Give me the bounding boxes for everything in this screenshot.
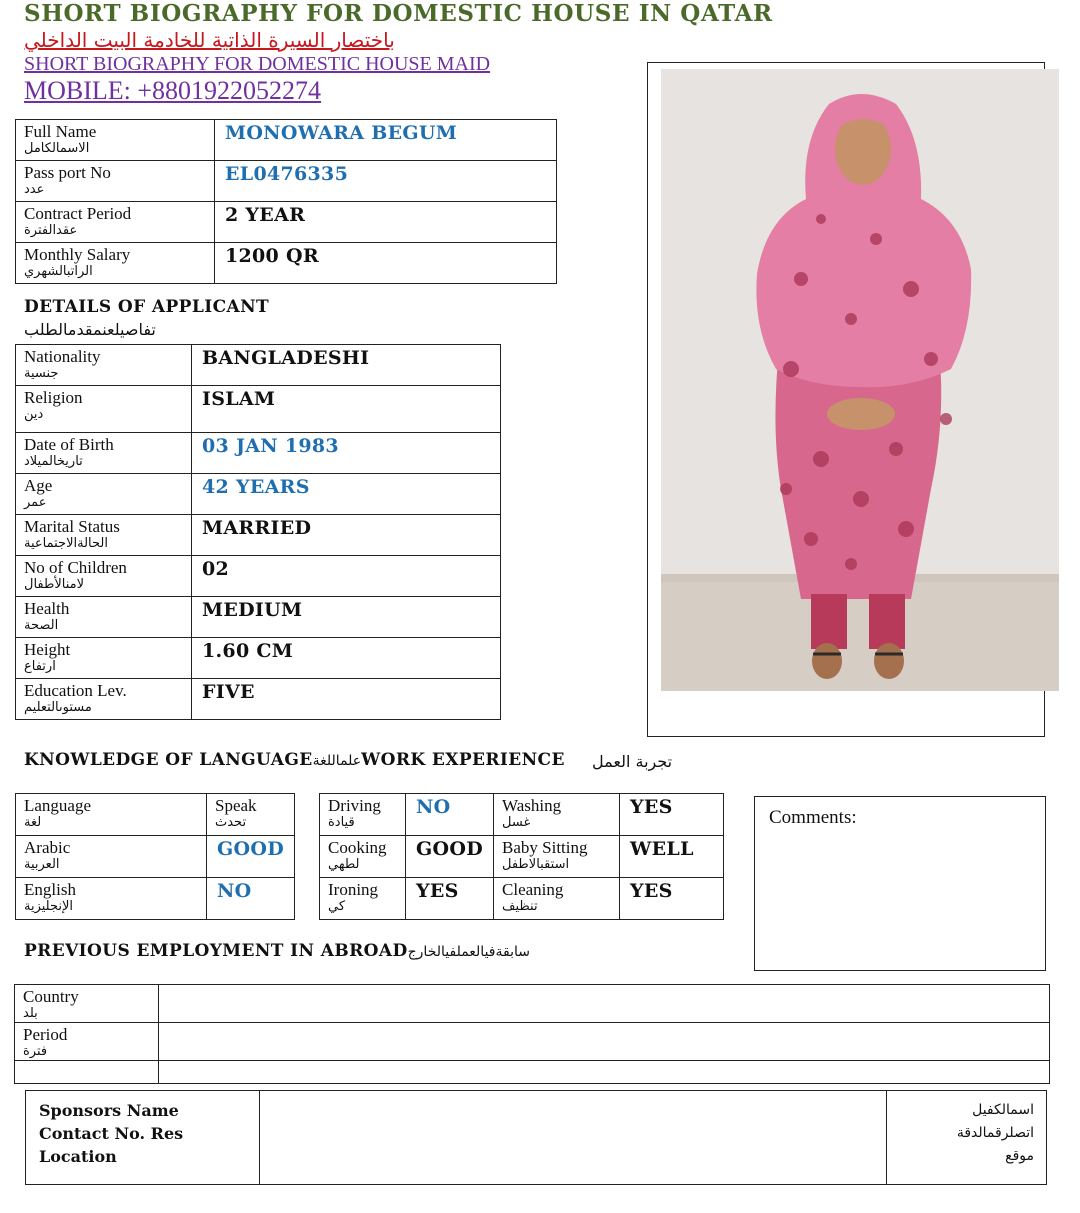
sponsor-field-label: Sponsors Name bbox=[39, 1101, 179, 1120]
previous-row-empty bbox=[15, 1061, 1050, 1084]
summary-value-cell bbox=[215, 120, 557, 161]
field-value: GOOD bbox=[416, 838, 484, 860]
work-label-cell bbox=[320, 878, 406, 920]
field-label-arabic: الاسمالكامل bbox=[24, 141, 90, 156]
details-label-cell bbox=[16, 345, 192, 386]
sponsor-labels bbox=[26, 1091, 260, 1185]
previous-heading-arabic: سابقةفيالعملفيالخارج bbox=[407, 944, 530, 960]
sponsor-field-label-arabic: موقع bbox=[1005, 1148, 1034, 1164]
field-label-arabic: بلد bbox=[23, 1006, 38, 1021]
field-label: Cleaning bbox=[502, 880, 564, 899]
field-value: BANGLADESHI bbox=[202, 347, 370, 369]
field-label: Country bbox=[23, 987, 79, 1006]
field-label: Speak bbox=[214, 796, 257, 815]
field-value: 03 JAN 1983 bbox=[202, 435, 339, 457]
language-header-row bbox=[16, 794, 295, 836]
field-value: NO bbox=[216, 880, 252, 902]
details-row bbox=[16, 638, 501, 679]
field-label: Date of Birth bbox=[24, 435, 114, 454]
work-label-cell bbox=[494, 794, 620, 836]
field-value: 1200 QR bbox=[225, 245, 319, 267]
details-row bbox=[16, 556, 501, 597]
summary-label-cell bbox=[16, 120, 215, 161]
previous-row bbox=[15, 1023, 1050, 1061]
work-value-cell bbox=[620, 836, 724, 878]
language-value-cell bbox=[206, 836, 294, 878]
previous-empty-cell bbox=[159, 1061, 1050, 1084]
language-heading-arabic: علماللغة bbox=[312, 753, 362, 769]
field-label: Cooking bbox=[328, 838, 387, 857]
field-value: MONOWARA BEGUM bbox=[225, 122, 458, 144]
previous-empty-cell bbox=[15, 1061, 159, 1084]
field-label-arabic: تاريخالميلاد bbox=[24, 454, 83, 469]
previous-value-cell bbox=[159, 1023, 1050, 1061]
field-label-arabic: قيادة bbox=[328, 815, 355, 830]
summary-label-cell bbox=[16, 161, 215, 202]
work-heading-text: WORK EXPERIENCE bbox=[361, 750, 565, 770]
work-value-cell bbox=[620, 794, 724, 836]
details-value-cell bbox=[192, 679, 501, 720]
language-heading-text: KNOWLEDGE OF LANGUAGE bbox=[24, 750, 313, 770]
details-label-cell bbox=[16, 679, 192, 720]
summary-row bbox=[16, 120, 557, 161]
field-label: Health bbox=[24, 599, 70, 618]
details-value-cell bbox=[192, 515, 501, 556]
work-row bbox=[320, 794, 724, 836]
field-value: 1.60 CM bbox=[202, 640, 294, 662]
language-value-cell bbox=[206, 878, 294, 920]
previous-label-cell bbox=[15, 985, 159, 1023]
previous-value-cell bbox=[159, 985, 1050, 1023]
summary-value-cell bbox=[215, 161, 557, 202]
details-row bbox=[16, 345, 501, 386]
field-label: Height bbox=[24, 640, 71, 659]
summary-table bbox=[15, 119, 557, 284]
field-label: English bbox=[24, 880, 76, 899]
comments-label: Comments: bbox=[769, 807, 857, 828]
details-heading-arabic: تفاصيلعنمقدمالطلب bbox=[24, 320, 156, 339]
details-row bbox=[16, 597, 501, 638]
details-value-cell bbox=[192, 597, 501, 638]
work-label-cell bbox=[320, 836, 406, 878]
details-value-cell bbox=[192, 386, 501, 433]
previous-employment-table bbox=[14, 984, 1050, 1084]
field-label-arabic: العربية bbox=[24, 857, 60, 872]
field-label-arabic: غسل bbox=[502, 815, 531, 830]
field-label-arabic: تنظيف bbox=[502, 899, 538, 914]
details-row bbox=[16, 474, 501, 515]
field-label-arabic: استقبالاطفل bbox=[502, 857, 570, 872]
field-label: Religion bbox=[24, 388, 83, 407]
page-title-arabic: باختصار السيرة الذاتية للخادمة البيت الداخلي bbox=[24, 28, 395, 52]
language-heading bbox=[24, 750, 565, 770]
field-label: Driving bbox=[328, 796, 381, 815]
field-label-arabic: لطهي bbox=[328, 857, 360, 872]
field-label: Age bbox=[24, 476, 53, 495]
previous-row bbox=[15, 985, 1050, 1023]
field-label: Monthly Salary bbox=[24, 245, 131, 264]
field-label-arabic: دين bbox=[24, 407, 44, 422]
details-label-cell bbox=[16, 433, 192, 474]
previous-label-cell bbox=[15, 1023, 159, 1061]
sponsor-values bbox=[260, 1091, 887, 1185]
field-label-arabic: جنسية bbox=[24, 366, 59, 381]
sponsor-field-label: Contact No. Res bbox=[39, 1124, 184, 1143]
details-value-cell bbox=[192, 474, 501, 515]
field-label-arabic: الحالةالاجتماعية bbox=[24, 536, 108, 551]
details-heading: DETAILS OF APPLICANT bbox=[24, 297, 270, 317]
person-photo bbox=[661, 69, 1059, 691]
details-value-cell bbox=[192, 345, 501, 386]
field-label: Full Name bbox=[24, 122, 97, 141]
field-value: EL0476335 bbox=[225, 163, 349, 185]
work-value-cell bbox=[620, 878, 724, 920]
work-experience-table bbox=[319, 793, 724, 920]
field-label-arabic: لغة bbox=[24, 815, 42, 830]
work-label-cell bbox=[320, 794, 406, 836]
summary-value-cell bbox=[215, 243, 557, 284]
sponsor-arabic-labels bbox=[887, 1091, 1047, 1185]
details-row bbox=[16, 433, 501, 474]
page-title: SHORT BIOGRAPHY FOR DOMESTIC HOUSE IN QATAR bbox=[24, 0, 773, 27]
field-value: WELL bbox=[630, 838, 694, 860]
field-label-arabic: الإنجليزية bbox=[24, 899, 74, 914]
field-label: Ironing bbox=[328, 880, 379, 899]
sponsor-field-label-arabic: اتصلرقمالدقة bbox=[956, 1125, 1034, 1141]
field-label-arabic: تحدث bbox=[214, 815, 247, 830]
previous-employment-heading bbox=[24, 941, 530, 961]
page-subtitle: SHORT BIOGRAPHY FOR DOMESTIC HOUSE MAID bbox=[24, 53, 491, 75]
field-label: Washing bbox=[502, 796, 562, 815]
field-value: 42 YEARS bbox=[202, 476, 310, 498]
work-value-cell bbox=[406, 794, 494, 836]
work-label-cell bbox=[494, 878, 620, 920]
details-label-cell bbox=[16, 515, 192, 556]
details-label-cell bbox=[16, 474, 192, 515]
field-label: Language bbox=[24, 796, 92, 815]
field-label-arabic: الراتبالشهري bbox=[24, 264, 93, 279]
field-label: Marital Status bbox=[24, 517, 120, 536]
field-value: FIVE bbox=[202, 681, 255, 703]
field-value: MEDIUM bbox=[202, 599, 303, 621]
field-label-arabic: عمر bbox=[24, 495, 47, 510]
field-label-arabic: ارتفاع bbox=[24, 659, 56, 674]
summary-value-cell bbox=[215, 202, 557, 243]
language-label-cell bbox=[16, 878, 207, 920]
summary-label-cell bbox=[16, 202, 215, 243]
summary-row bbox=[16, 202, 557, 243]
work-heading-arabic: تجربة العمل bbox=[592, 752, 673, 771]
field-label-arabic: الصحة bbox=[24, 618, 59, 633]
mobile-number: MOBILE: +8801922052274 bbox=[24, 76, 322, 105]
speak-header-cell bbox=[206, 794, 294, 836]
details-label-cell bbox=[16, 386, 192, 433]
field-value: MARRIED bbox=[202, 517, 312, 539]
field-label: Nationality bbox=[24, 347, 101, 366]
details-row bbox=[16, 679, 501, 720]
field-label-arabic: عدد bbox=[24, 182, 45, 197]
field-label-arabic: فترة bbox=[23, 1044, 48, 1059]
details-table bbox=[15, 344, 501, 720]
details-value-cell bbox=[192, 638, 501, 679]
field-value: YES bbox=[630, 796, 673, 818]
summary-row bbox=[16, 243, 557, 284]
field-label: No of Children bbox=[24, 558, 127, 577]
work-value-cell bbox=[406, 836, 494, 878]
summary-label-cell bbox=[16, 243, 215, 284]
work-row bbox=[320, 878, 724, 920]
work-value-cell bbox=[406, 878, 494, 920]
field-label: Pass port No bbox=[24, 163, 111, 182]
field-label-arabic: مستوىالتعليم bbox=[24, 700, 92, 715]
details-row bbox=[16, 515, 501, 556]
field-value: YES bbox=[630, 880, 673, 902]
sponsor-table bbox=[25, 1090, 1047, 1185]
sponsor-field-label: Location bbox=[39, 1147, 117, 1166]
field-label: Period bbox=[23, 1025, 68, 1044]
field-label-arabic: كي bbox=[328, 899, 346, 914]
field-label: Baby Sitting bbox=[502, 838, 588, 857]
field-label-arabic: عقدالفترة bbox=[24, 223, 78, 238]
details-label-cell bbox=[16, 638, 192, 679]
language-table bbox=[15, 793, 295, 920]
field-value: 2 YEAR bbox=[225, 204, 306, 226]
language-row bbox=[16, 836, 295, 878]
field-value: ISLAM bbox=[202, 388, 276, 410]
details-value-cell bbox=[192, 433, 501, 474]
language-row bbox=[16, 878, 295, 920]
details-value-cell bbox=[192, 556, 501, 597]
language-label-cell bbox=[16, 836, 207, 878]
previous-heading-text: PREVIOUS EMPLOYMENT IN ABROAD bbox=[24, 941, 408, 961]
language-header-cell bbox=[16, 794, 207, 836]
summary-row bbox=[16, 161, 557, 202]
work-label-cell bbox=[494, 836, 620, 878]
field-label: Arabic bbox=[24, 838, 71, 857]
field-label: Education Lev. bbox=[24, 681, 127, 700]
details-row bbox=[16, 386, 501, 433]
field-value: 02 bbox=[202, 558, 230, 580]
comments-box bbox=[754, 796, 1046, 971]
field-value: GOOD bbox=[216, 838, 284, 860]
field-value: NO bbox=[416, 796, 451, 818]
field-label-arabic: لامنالأطفال bbox=[24, 577, 85, 592]
field-value: YES bbox=[416, 880, 459, 902]
sponsor-field-label-arabic: اسمالكفيل bbox=[972, 1102, 1034, 1118]
photo-frame bbox=[647, 62, 1045, 737]
work-row bbox=[320, 836, 724, 878]
details-label-cell bbox=[16, 556, 192, 597]
field-label: Contract Period bbox=[24, 204, 132, 223]
details-label-cell bbox=[16, 597, 192, 638]
